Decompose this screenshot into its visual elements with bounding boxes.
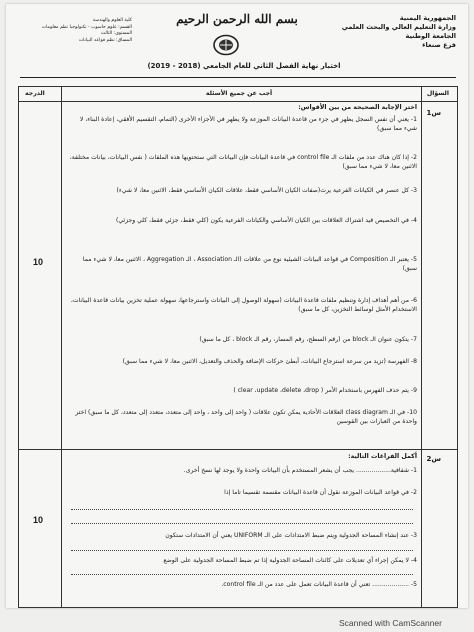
header-line: المستوى: الثالث bbox=[100, 31, 132, 37]
question-item: 7- يتكون عنوان الـ block من (رقم السطح، رقم المسار، رقم الـ block ، كل ما سبق) bbox=[199, 336, 417, 343]
table-header-divider bbox=[19, 101, 457, 102]
answer-blank bbox=[71, 509, 413, 510]
column-header-question: السؤال bbox=[426, 90, 449, 97]
exam-table bbox=[18, 86, 458, 608]
header-line: الجامعة الوطنية bbox=[405, 32, 456, 40]
department-header bbox=[20, 18, 132, 44]
question-item: 4- لا يمكن إجراء أي تعديلات على كائنات المساحة الجدولية إذا تم ضبط المساحة الجدولية على الوضع bbox=[163, 557, 417, 564]
question-item: 8- الفهرسة (تزيد من سرعة استرجاع البيانات، أبطئ حركات الإضافة والحذف والتعديل، الاثنين معا، لا شيء مما سبق) bbox=[122, 358, 417, 365]
question-item: 2- في قواعد البيانات الموزعة نقول أن قاعدة البيانات مقسمة تقسيما تاما إذا bbox=[224, 489, 417, 496]
header-line: كلية العلوم والهندسة bbox=[92, 18, 132, 23]
question-item: 5- يعتبر الـ Composition في قواعد البيانات الشيئية نوع من علاقات (الـ Association ، الـ Aggregation ، الاثنين معا، لا شيء مما سبق) bbox=[82, 256, 417, 272]
header-line: الجمهورية اليمنية bbox=[399, 14, 456, 22]
question-item: 9- يتم حذف الفهرس باستخدام الأمر ( clear ،update ،delete ،drop ) bbox=[233, 387, 417, 394]
scanner-watermark: Scanned with CamScanner bbox=[338, 618, 442, 628]
question-item: 4- في التخصيص قيد اشتراك العلاقات بين الكيان الأساسي والكيانات الفرعية يكون (كلي فقط، جزئي فقط، كلي وجزئي) bbox=[115, 217, 417, 224]
exam-title: اختبار نهاية الفصل الثاني للعام الجامعي (2018 - 2019) bbox=[147, 62, 341, 70]
question-item: 3- كل عنصر في الكيانات الفرعية يرث(صفات الكيان الأساسي فقط، علاقات الكيان الأساسي فقط، الاثنين معا، لا شيء) bbox=[116, 187, 417, 194]
header-line: القسم: علوم حاسوب - تكنولوجيا نظم معلومات bbox=[41, 24, 132, 30]
question-item: 6- من أهم أهداف إدارة وتنظيم ملفات قاعدة البيانات (سهولة الوصول إلى البيانات واسترجاعها، سهولة عملية تخزين بيانات قاعدة البيانات، الاستخدام الأمثل لوسائط التخزين، كل ما سبق) bbox=[70, 297, 417, 313]
header-line: فرع صنعاء bbox=[422, 41, 456, 49]
header-line: المساق: نظم قواعد البيانات bbox=[78, 37, 132, 43]
question-item: 10- في الـ class diagram العلاقات الأحادية يمكن تكون علاقات ( واحد إلى واحد ، واحد إلى متعدد، متعدد إلى متعدد، كل ما سبق) اختر واحدة من العبارات بين القوسين bbox=[75, 409, 417, 425]
question-number: س2 bbox=[426, 455, 441, 463]
column-header-answer: أجب عن جميع الأسئلة bbox=[205, 90, 273, 97]
table-row-divider bbox=[19, 449, 457, 450]
table-column-divider bbox=[421, 87, 422, 607]
column-header-grade: الدرجة bbox=[25, 90, 45, 97]
question-2-content bbox=[67, 453, 417, 605]
title-divider bbox=[20, 77, 456, 78]
institution-header bbox=[336, 14, 456, 50]
answer-blank bbox=[71, 550, 413, 551]
question-item: 5- ................... تعني أن قاعدة البيانات تعمل على عدد من الـ control file. bbox=[221, 581, 417, 588]
question-grade: 10 bbox=[33, 257, 44, 267]
question-item: 3- عند إنشاء المساحة الجدولية ويتم ضبط الامتدادات على الـ UNIFORM يعني أن الامتدادات ستكون bbox=[165, 532, 417, 539]
answer-blank bbox=[71, 574, 413, 575]
university-emblem-icon bbox=[212, 34, 240, 56]
table-column-divider bbox=[61, 87, 62, 607]
question-item: 1- شفافية.................. يجب أن يشعر المستخدم بأن البيانات واحدة ولا يوجد لها نسخ أخرى. bbox=[183, 467, 417, 474]
basmala: بسم الله الرحمن الرحيم bbox=[176, 12, 298, 26]
answer-blank bbox=[71, 523, 413, 524]
question-item: 1- يعني أن نفس السجل يظهر في جزء من قاعدة البيانات الموزعة ولا يظهر في الأجزاء الأخرى (التمام، التقسيم الأفقي، إعادة البناء، لا شيء مما سبق) bbox=[79, 116, 417, 132]
question-1-content bbox=[67, 104, 417, 448]
question-intro: أكمل الفراغات التالية: bbox=[348, 453, 417, 460]
question-item: 2- إذا كان هناك عدد من ملفات الـ control file في قاعدة البيانات فإن البيانات التي ستحتويها هذه الملفات ( نفس البيانات، بيانات مختلفة، الاثنين معا، لا شيء مما سبق) bbox=[69, 154, 417, 170]
header-line: وزارة التعليم العالي والبحث العلمي bbox=[341, 23, 456, 31]
question-grade: 10 bbox=[33, 515, 44, 525]
question-intro: اختر الإجابة الصحيحة من بين الأقواس: bbox=[298, 104, 417, 111]
exam-page bbox=[6, 4, 468, 608]
question-number: س1 bbox=[426, 109, 441, 117]
